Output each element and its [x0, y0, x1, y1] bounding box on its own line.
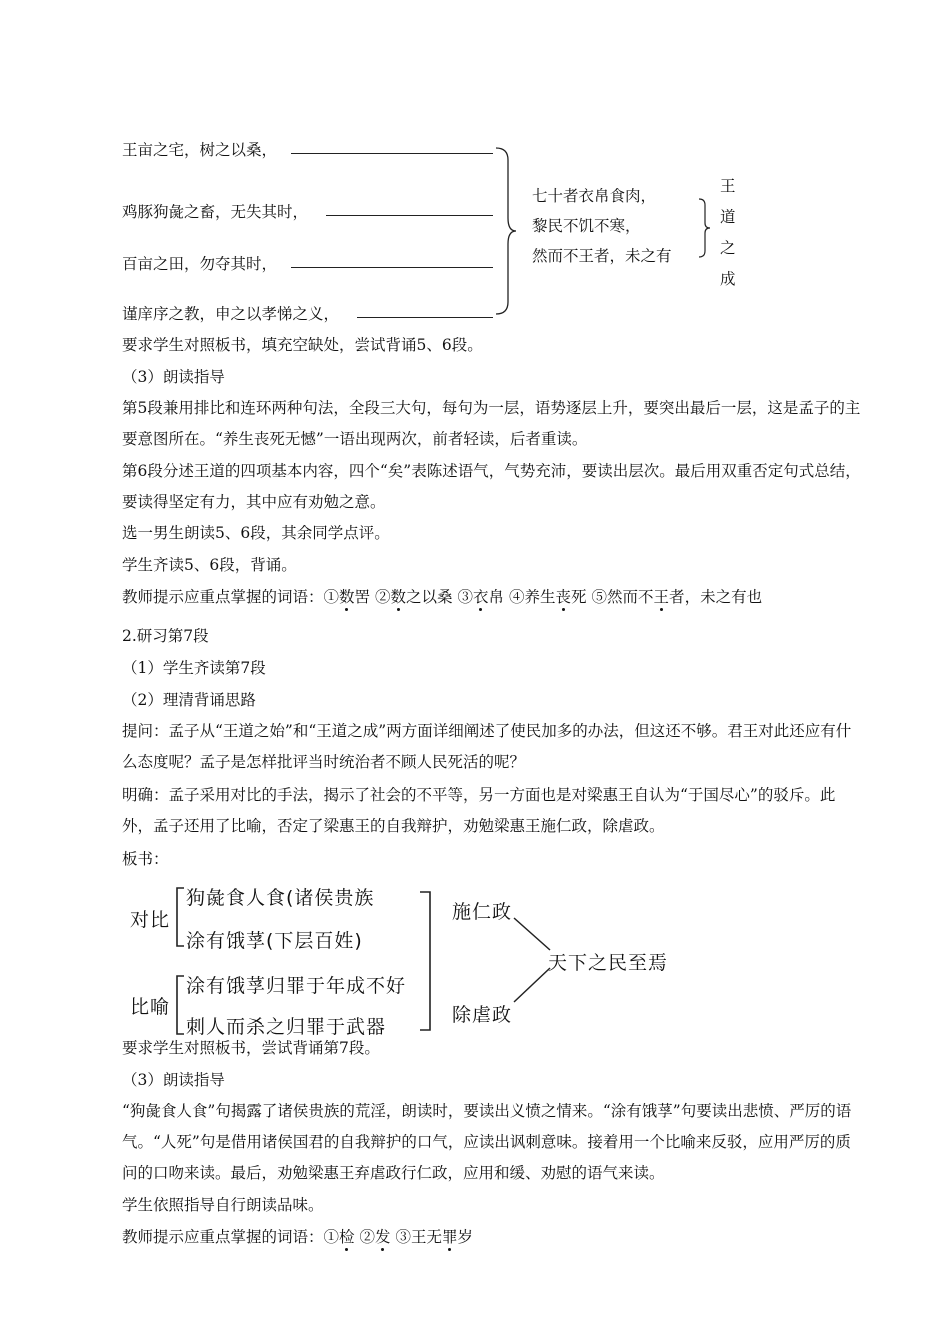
board-metaphor-item-1: 涂有饿莩归罪于年成不好: [186, 975, 407, 997]
blank-3[interactable]: [291, 267, 493, 268]
vertical-label: [716, 172, 746, 288]
vocab-item-4: ④养生丧死: [508, 588, 587, 606]
instruction-2: 要求学生对照板书，尝试背诵第7段。: [122, 1039, 380, 1057]
board-result: 天下之民至焉: [548, 952, 669, 974]
fill-line-2: [122, 201, 308, 223]
result-line-1: 七十者衣帛食肉，: [532, 187, 657, 205]
para-select: 选一男生朗读5、6段，其余同学点评。: [122, 524, 390, 542]
brace-large: [494, 146, 518, 316]
board-metaphor-bracket: [174, 974, 186, 1036]
para-answer-text: 明确：孟子采用对比的手法，揭示了社会的不平等，另一方面也是对梁惠王自认为“于国尽心”的驳斥。此外，孟子还用了比喻，否定了梁惠王的自我辩护，劝勉梁惠王施仁政，除虐政。: [122, 786, 836, 835]
vocab-item-2: ②数之以桑: [375, 588, 453, 606]
result-block: [532, 185, 707, 265]
blank-1[interactable]: [291, 153, 493, 154]
vertical-char-2: 道: [720, 208, 736, 226]
board-contrast-bracket: [174, 886, 186, 948]
board-right-bracket: [418, 890, 438, 1032]
vocab-item-1: ①数罟: [323, 588, 371, 606]
board-metaphor-label: 比喻: [130, 996, 171, 1018]
para-answer: [122, 780, 864, 842]
board-metaphor-item-2: 刺人而杀之归罪于武器: [186, 1016, 387, 1038]
blank-4[interactable]: [357, 317, 493, 318]
fill-line-3: [122, 253, 277, 275]
board-policy-top: 施仁政: [452, 901, 513, 923]
fill-line-4-text: 谨庠序之教，申之以孝悌之义，: [122, 305, 340, 323]
para-6-guide: [122, 456, 864, 518]
vocab-item-5: ⑤然而不王者，未之有也: [591, 588, 763, 606]
fill-line-3-text: 百亩之田，勿夺其时，: [122, 255, 278, 273]
board-policy-bottom: 除虐政: [452, 1004, 513, 1026]
vocab-1: [122, 586, 762, 608]
fill-line-1-text: 王亩之宅，树之以桑，: [122, 141, 278, 159]
result-line-2: 黎民不饥不寒，: [532, 217, 641, 235]
heading-reading-2: （3）朗读指导: [122, 1071, 225, 1089]
para-question-text: 提问：孟子从“王道之始”和“王道之成”两方面详细阐述了使民加多的办法，但这还不够。君王对此还应有什么态度呢？孟子是怎样批评当时统治者不顾人民死活的呢？: [122, 722, 852, 771]
para-5-guide: [122, 393, 864, 455]
fill-line-4: [122, 303, 339, 325]
vocab-1-prefix: 教师提示应重点掌握的词语：: [122, 588, 324, 606]
vocab2-item-3: ③王无罪岁: [395, 1228, 474, 1246]
result-line-3: 然而不王者，未之有: [532, 247, 672, 265]
board-contrast-label: 对比: [130, 909, 171, 931]
para-together: 学生齐读5、6段，背诵。: [122, 556, 297, 574]
heading-study-7: 2.研习第7段: [122, 627, 209, 645]
para-6-guide-text: 第6段分述王道的四项基本内容，四个“矣”表陈述语气，气势充沛，要读出层次。最后用双重否定句式总结，要读得坚定有力，其中应有劝勉之意。: [122, 462, 861, 511]
para-self: 学生依照指导自行朗读品味。: [122, 1196, 324, 1214]
vocab2-item-2: ②发: [359, 1228, 391, 1246]
para-question: [122, 716, 864, 778]
heading-read-7: （1）学生齐读第7段: [122, 659, 266, 677]
para-5-guide-text: 第5段兼用排比和连环两种句法，全段三大句，每句为一层，语势逐层上升，要突出最后一层，这是孟子的主要意图所在。“养生丧死无憾”一语出现两次，前者轻读，后者重读。: [122, 399, 861, 448]
board-contrast-item-1: 狗彘食人食(诸侯贵族: [186, 887, 375, 909]
brace-small: [697, 197, 711, 259]
heading-reading-1: （3）朗读指导: [122, 368, 225, 386]
fill-line-1: [122, 139, 277, 161]
vocab-item-3: ③衣帛: [457, 588, 505, 606]
fill-line-2-text: 鸡豚狗彘之畜，无失其时，: [122, 203, 309, 221]
instruction-1: 要求学生对照板书，填充空缺处，尝试背诵5、6段。: [122, 336, 483, 354]
board-contrast-item-2: 涂有饿莩(下层百姓): [186, 930, 363, 952]
blank-2[interactable]: [326, 215, 493, 216]
board-label: 板书：: [122, 850, 169, 868]
vertical-char-3: 之: [720, 239, 736, 257]
vocab2-item-1: ①检: [323, 1228, 355, 1246]
vertical-char-1: 王: [720, 177, 736, 195]
vertical-char-4: 成: [720, 270, 736, 288]
vocab-2-prefix: 教师提示应重点掌握的词语：: [122, 1228, 324, 1246]
para-7-guide: [122, 1096, 864, 1189]
vocab-2: [122, 1226, 473, 1248]
para-7-guide-text: “狗彘食人食”句揭露了诸侯贵族的荒淫，朗读时，要读出义愤之情来。“涂有饿莩”句要读出悲愤、严厉的语气。“人死”句是借用诸侯国君的自我辩护的口气，应读出讽刺意味。接着用一个比喻来反驳，应用严厉的质问的口吻来读。最后，劝勉梁惠王弃虐政行仁政，应用和缓、劝慰的语气来读。: [122, 1102, 852, 1182]
heading-think-7: （2）理清背诵思路: [122, 691, 256, 709]
